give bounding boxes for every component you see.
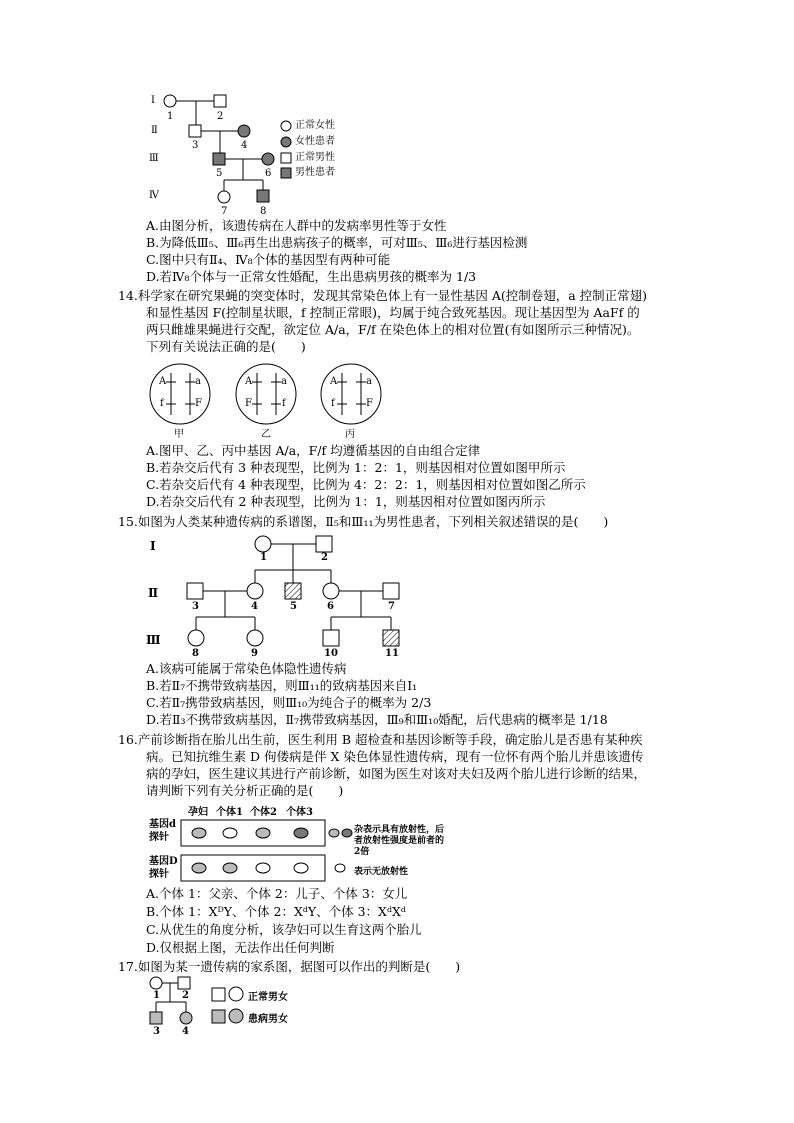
q16-stem-line: 16.产前诊断指在胎儿出生前，医生利用 B 超检查和基因诊断等手段，确定胎儿是否患有某种疾 xyxy=(118,732,643,747)
q14-stem-line: 14.科学家在研究果蝇的突变体时，发现其常染色体上有一显性基因 A(控制卷翅，a 控制正常翅) xyxy=(118,288,648,303)
q14-gene: F xyxy=(366,398,373,409)
q13-legend-label: 男性患者 xyxy=(295,167,335,178)
q15-num: 5 xyxy=(290,601,297,612)
q15-num: 6 xyxy=(327,601,334,612)
q16-col-label: 个体3 xyxy=(286,807,313,818)
q13-num: 8 xyxy=(260,206,267,217)
q13-legend-label: 正常男性 xyxy=(295,152,335,163)
q17-legend-label: 正常男女 xyxy=(248,992,288,1003)
q17-legend-normal-male-icon xyxy=(212,988,225,1001)
q13-num: 7 xyxy=(221,206,228,217)
q16-option-b: B.个体 1：XᴰY、个体 2：XᵈY、个体 3：XᵈXᵈ xyxy=(146,904,406,919)
q16-option-a: A.个体 1：父亲、个体 2：儿子、个体 3：女儿 xyxy=(146,886,408,901)
q15-num: 3 xyxy=(192,601,199,612)
q14-gene: A xyxy=(245,376,253,387)
q17-stem: 17.如图为某一遗传病的家系图，据图可以作出的判断是( ) xyxy=(118,959,461,974)
q17-num: 4 xyxy=(182,1026,189,1037)
q16-col-label: 个体1 xyxy=(216,807,243,818)
q14-option-a: A.图甲、乙、丙中基因 A/a，F/f 均遵循基因的自由组合定律 xyxy=(146,443,481,458)
q13-option-d: D.若Ⅳ₈个体与一正常女性婚配，生出患病男孩的概率为 1/3 xyxy=(146,269,477,284)
q17-4-affected-female xyxy=(180,1012,192,1024)
q14-gene: f xyxy=(160,398,164,409)
q13-legend-label: 女性患者 xyxy=(295,136,335,147)
q17-2-male xyxy=(178,977,190,989)
q16-stem-line: 病。已知抗维生素 D 佝偻病是伴 X 染色体显性遗传病，现有一位怀有两个胎儿并患该遗传 xyxy=(146,749,644,764)
q16-col-label: 个体2 xyxy=(250,807,277,818)
q14-gene: F xyxy=(195,398,202,409)
q14-caption: 丙 xyxy=(345,429,355,440)
q15-option-b: B.若Ⅱ₇不携带致病基因，则Ⅲ₁₁的致病基因来自Ⅰ₁ xyxy=(146,678,418,693)
q17-num: 2 xyxy=(182,990,189,1001)
q16-legend-none: 表示无放射性 xyxy=(354,867,409,877)
q14-gene: A xyxy=(330,376,338,387)
q14-gene: a xyxy=(195,376,201,387)
q14-gene: a xyxy=(366,376,372,387)
q13-num: 5 xyxy=(216,168,223,179)
q14-stem-line: 两只雌雄果蝇进行交配，欲定位 A/a，F/f 在染色体上的相对位置(有如图所示三种情况)。 xyxy=(146,322,640,337)
q17-num: 1 xyxy=(153,990,160,1001)
q15-option-c: C.若Ⅱ₇携带致病基因，则Ⅲ₁₀为纯合子的概率为 2/3 xyxy=(146,695,432,710)
q14-gene: a xyxy=(281,376,287,387)
q17-3-affected-male xyxy=(150,1012,162,1024)
q14-option-d: D.若杂交后代有 2 种表现型，比例为 1：1，则基因相对位置如图丙所示 xyxy=(146,494,546,509)
q13-gen-label: Ⅱ xyxy=(151,125,158,136)
q17-1-female xyxy=(150,977,162,989)
q17-legend-label: 患病男女 xyxy=(248,1014,288,1025)
q14-caption: 甲 xyxy=(174,429,184,440)
q16-stem-line: 病的孕妇，医生建议其进行产前诊断，如图为医生对该对夫妇及两个胎儿进行诊断的结果， xyxy=(146,766,647,781)
q14-option-b: B.若杂交后代有 3 种表现型，比例为 1：2：1，则基因相对位置如图甲所示 xyxy=(146,460,566,475)
q17-num: 3 xyxy=(153,1026,160,1037)
q16-option-d: D.仅根据上图，无法作出任何判断 xyxy=(146,940,335,955)
q16-legend-radioactive: 杂表示具有放射性，后者放射性强度是前者的2倍 xyxy=(354,825,445,857)
q15-num: 1 xyxy=(260,552,267,563)
q15-num: 2 xyxy=(321,552,328,563)
q13-legend-label: 正常女性 xyxy=(295,120,335,131)
q15-num: 11 xyxy=(385,648,399,659)
q15-gen-label: Ⅱ xyxy=(148,586,159,600)
q15-stem: 15.如图为人类某种遗传病的系谱图，Ⅱ₅和Ⅲ₁₁为男性患者，下列相关叙述错误的是( ) xyxy=(118,514,609,529)
q15-num: 10 xyxy=(324,648,338,659)
q15-option-d: D.若Ⅱ₃不携带致病基因，Ⅱ₇携带致病基因，Ⅲ₉和Ⅲ₁₀婚配，后代患病的概率是 1/18 xyxy=(146,712,608,727)
q15-gen-label: Ⅲ xyxy=(146,633,161,647)
q13-num: 1 xyxy=(167,111,174,122)
q15-num: 8 xyxy=(192,648,199,659)
q13-option-a: A.由图分析，该遗传病在人群中的发病率男性等于女性 xyxy=(146,218,447,233)
q14-caption: 乙 xyxy=(261,429,271,440)
q15-num: 9 xyxy=(251,648,258,659)
q17-legend-affected-female-icon xyxy=(229,1009,243,1023)
q14-gene: A xyxy=(159,376,167,387)
q13-num: 2 xyxy=(217,111,224,122)
q14-option-c: C.若杂交后代有 4 种表现型，比例为 4：2：2：1，则基因相对位置如图乙所示 xyxy=(146,477,586,492)
q14-gene: F xyxy=(245,398,252,409)
q13-option-c: C.图中只有Ⅱ₄、Ⅳ₈个体的基因型有两种可能 xyxy=(146,252,391,267)
q15-gen-label: Ⅰ xyxy=(150,539,156,553)
q15-num: 7 xyxy=(388,601,395,612)
q16-row2-label: 基因D探针 xyxy=(149,856,178,880)
q16-stem-line: 请判断下列有关分析正确的是( ) xyxy=(146,783,344,798)
q13-num: 6 xyxy=(265,168,272,179)
q13-num: 3 xyxy=(192,140,199,151)
q14-gene: f xyxy=(282,398,286,409)
q16-option-c: C.从优生的角度分析，该孕妇可以生育这两个胎儿 xyxy=(146,922,422,937)
q13-gen-label: I xyxy=(151,95,155,106)
q13-option-b: B.为降低Ⅲ₅、Ⅲ₆再生出患病孩子的概率，可对Ⅲ₅、Ⅲ₆进行基因检测 xyxy=(146,235,528,250)
q17-legend-normal-female-icon xyxy=(229,987,243,1001)
q16-col-label: 孕妇 xyxy=(188,807,208,818)
q14-stem-line: 和显性基因 F(控制星状眼，f 控制正常眼)，均属于纯合致死基因。现让基因型为 AaFf 的 xyxy=(146,305,640,320)
q13-gen-label: Ⅳ xyxy=(149,190,159,201)
q14-stem-line: 下列有关说法正确的是( ) xyxy=(146,339,306,354)
q17-legend-affected-male-icon xyxy=(212,1010,225,1023)
q13-num: 4 xyxy=(241,140,248,151)
q16-row1-label: 基因d探针 xyxy=(149,819,176,843)
q15-option-a: A.该病可能属于常染色体隐性遗传病 xyxy=(146,661,347,676)
q14-gene: f xyxy=(331,398,335,409)
q13-gen-label: Ⅲ xyxy=(149,153,159,164)
q15-num: 4 xyxy=(251,601,258,612)
